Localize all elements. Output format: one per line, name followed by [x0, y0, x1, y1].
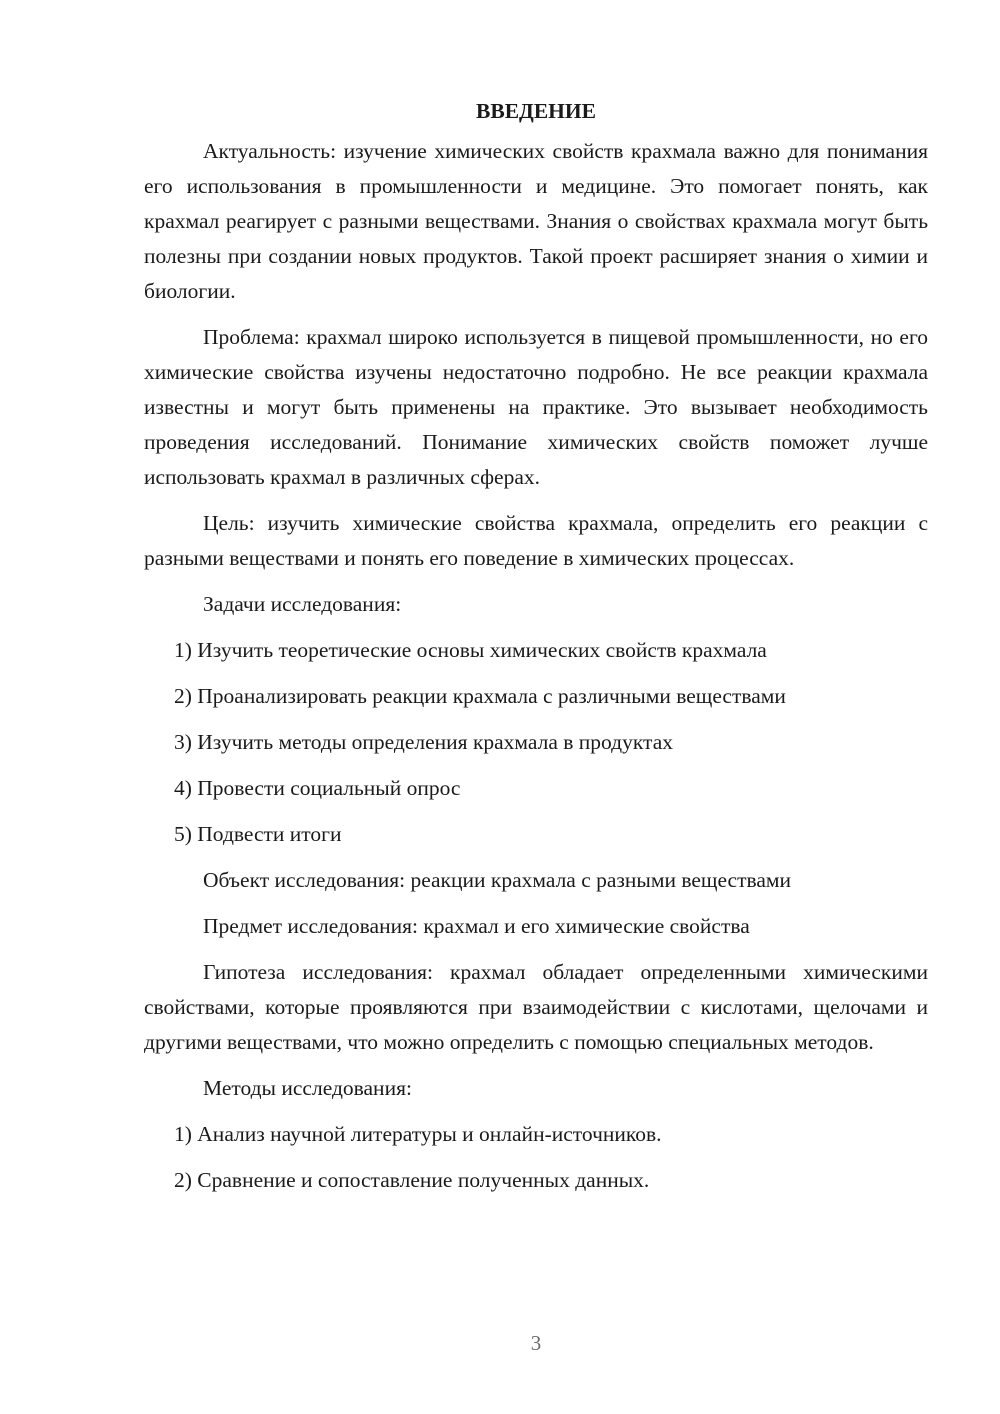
- hypothesis-paragraph: Гипотеза исследования: крахмал обладает определенными химическими свойствами, которые проявляются при взаимодействии с кислотами, щелочами и другими веществами, что можно определить с помощью специальных методов.: [144, 960, 928, 1054]
- problem-paragraph: Проблема: крахмал широко используется в пищевой промышленности, но его химические свойства изучены недостаточно подробно. Не все реакции крахмала известны и могут быть применены на практике. Это вызывает необходимость проведения исследований. Понимание химических свойств поможет лучше использовать крахмал в различных сферах.: [144, 325, 928, 489]
- relevance-paragraph: Актуальность: изучение химических свойств крахмала важно для понимания его использования в промышленности и медицине. Это помогает понять, как крахмал реагирует с разными веществами. Знания о свойствах крахмала могут быть полезны при создании новых продуктов. Такой проект расширяет знания о химии и биологии.: [144, 139, 928, 303]
- list-item: 2) Проанализировать реакции крахмала с различными веществами: [174, 684, 786, 708]
- list-item: 1) Изучить теоретические основы химических свойств крахмала: [174, 638, 767, 662]
- list-item: 3) Изучить методы определения крахмала в продуктах: [174, 730, 673, 754]
- methods-heading: Методы исследования:: [203, 1076, 412, 1100]
- page-number: 3: [530, 1331, 542, 1355]
- list-item: 5) Подвести итоги: [174, 822, 342, 846]
- research-subject: Предмет исследования: крахмал и его химические свойства: [203, 914, 750, 938]
- list-item: 1) Анализ научной литературы и онлайн-источников.: [174, 1122, 662, 1146]
- methods-list: [144, 1117, 928, 1198]
- list-item: 4) Провести социальный опрос: [174, 776, 461, 800]
- tasks-heading: Задачи исследования:: [203, 592, 402, 616]
- tasks-list: [144, 633, 928, 852]
- research-object: Объект исследования: реакции крахмала с разными веществами: [203, 868, 792, 892]
- goal-paragraph: Цель: изучить химические свойства крахмала, определить его реакции с разными веществами и понять его поведение в химических процессах.: [144, 511, 928, 570]
- page-content: [144, 94, 928, 1209]
- list-item: 2) Сравнение и сопоставление полученных данных.: [174, 1168, 650, 1192]
- page-title: ВВЕДЕНИЕ: [476, 99, 596, 123]
